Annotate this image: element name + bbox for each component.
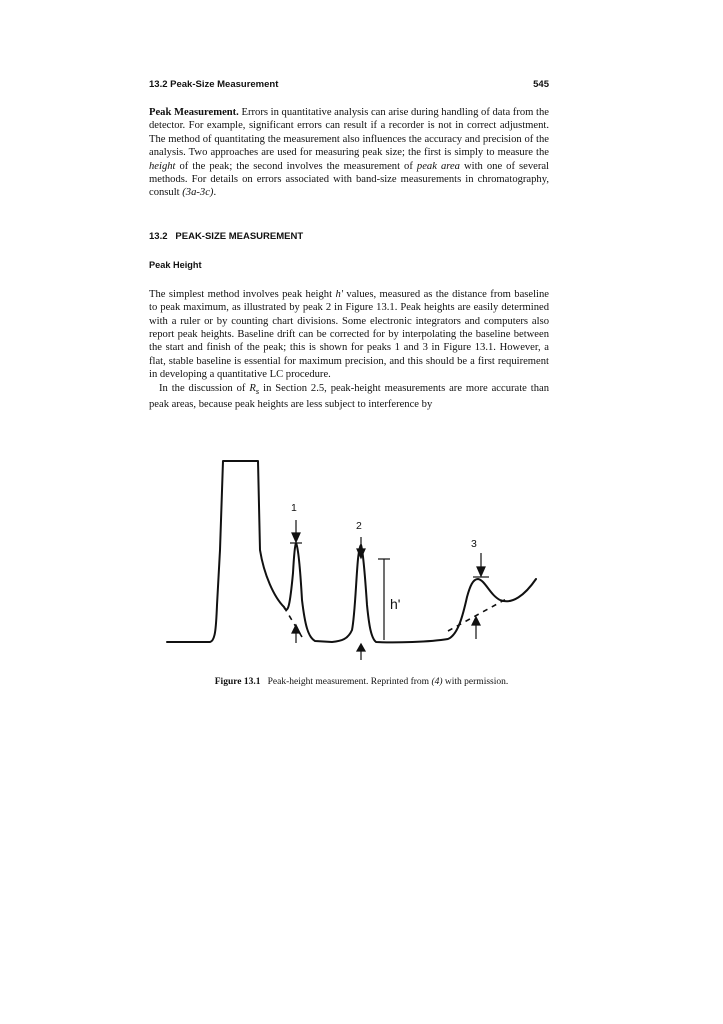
- chromatogram-trace-left: [167, 461, 536, 642]
- rs-paragraph: [149, 382, 549, 412]
- intro-text-1: Errors in quantitative analysis can arise during handling of data from the detector. For example, significant errors can result if a recorder is not in correct adjustment. The method of quantitating the measurement also influences the accuracy and precision of the analysis. Two approaches are used for measuring peak size; the first is simply to measure the: [149, 107, 549, 159]
- caption-label: Figure 13.1: [214, 677, 261, 687]
- caption-text-2: with permission.: [442, 677, 509, 687]
- figure-caption: [0, 677, 723, 687]
- intro-text-3: with one of several methods. For details on errors associated with band-size measurements in chromatography, consult: [149, 160, 550, 199]
- peak3-top-arrowhead: [477, 567, 485, 576]
- p3-subscript: s: [255, 385, 260, 396]
- peak3-bottom-arrowhead: [472, 617, 480, 625]
- running-head: [149, 78, 549, 92]
- intro-lead: Peak Measurement.: [149, 107, 239, 118]
- intro-paragraph: [149, 106, 549, 200]
- section-heading: 13.2 PEAK-SIZE MEASUREMENT: [149, 230, 304, 242]
- intro-height-word: height: [149, 160, 176, 172]
- height-label: h': [390, 596, 401, 612]
- p3-text-2: in Section 2.5, peak-height measurements are more accurate than peak areas, because peak heights are less subject to interference by: [149, 382, 549, 411]
- peak1-label: 1: [291, 502, 297, 514]
- intro-area-word: peak area: [416, 160, 460, 172]
- p2-text-1: The simplest method involves peak height: [149, 288, 336, 300]
- p3-symbol: R: [249, 382, 256, 394]
- caption-text-1: Peak-height measurement. Reprinted from: [260, 677, 432, 687]
- p2-text-2: values, measured as the distance from baseline to peak maximum, as illustrated by peak 2 in Figure 13.1. Peak heights are easily determined with a ruler or by counting chart divisions. Some electronic integrators and computers also report peak heights. Baseline drift can be corrected for by interpolating the baseline between the start and finish of the peak; this is shown for peaks 1 and 3 in Figure 13.1. However, a flat, stable baseline is essential for maximum precision, and this should be a first requirement in developing a quantitative LC procedure.: [149, 288, 550, 381]
- peak3-interpolated-baseline: [448, 598, 508, 631]
- running-head-title: 13.2 Peak-Size Measurement: [149, 79, 279, 90]
- page-text: [149, 78, 549, 412]
- p3-text-1: In the discussion of: [159, 382, 250, 394]
- peak2-label: 2: [356, 520, 362, 532]
- p2-h-symbol: h': [335, 288, 344, 300]
- caption-reference: (4): [431, 677, 443, 687]
- intro-end: .: [213, 187, 217, 199]
- intro-reference: (3a-3c): [182, 187, 214, 199]
- chromatogram-svg: [160, 455, 550, 660]
- page-number: 545: [533, 79, 549, 90]
- baseline-arrowhead: [357, 644, 365, 651]
- peak1-top-arrowhead: [292, 533, 300, 542]
- chromatogram-figure: [160, 455, 550, 660]
- subheading-peak-height: Peak Height: [149, 259, 202, 270]
- peak1-bottom-arrowhead: [292, 625, 300, 633]
- peak3-label: 3: [471, 538, 477, 550]
- peak-height-paragraph: [149, 288, 549, 382]
- intro-text-2: of the peak; the second involves the measurement of: [175, 160, 417, 172]
